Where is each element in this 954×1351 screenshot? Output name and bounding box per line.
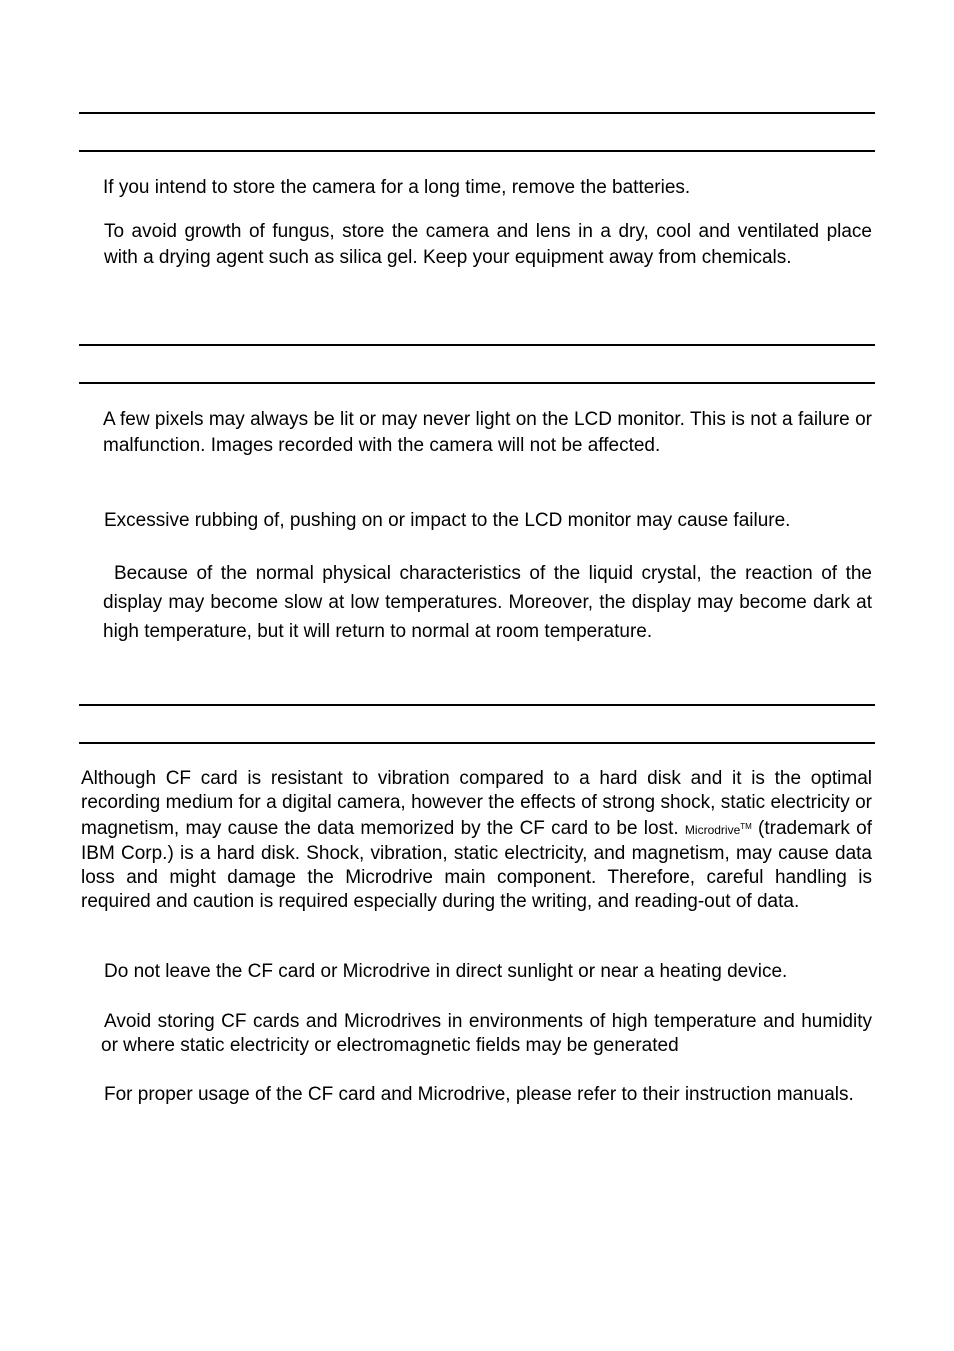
- lcd-pixels-note: A few pixels may always be lit or may never light on the LCD monitor. This is not a failure or malfunction. Images recorded with the camera will not be affected.: [103, 409, 872, 456]
- section1-bottom-rule: [79, 150, 875, 152]
- section3-top-rule: [79, 704, 875, 706]
- storage-fungus-note: To avoid growth of fungus, store the camera and lens in a dry, cool and ventilated place with a drying agent such as silica gel. Keep your equipment away from chemicals.: [104, 221, 872, 268]
- section2-bottom-rule: [79, 382, 875, 384]
- lcd-temperature-note: Because of the normal physical characteristics of the liquid crystal, the reaction of the display may become slow at low temperatures. Moreover, the display may become dark at high temperature, but it will return to normal at room temperature.: [103, 563, 872, 642]
- trademark-mark: TM: [740, 822, 752, 831]
- cf-usage-note: For proper usage of the CF card and Microdrive, please refer to their instruction manuals.: [104, 1084, 854, 1105]
- section2-top-rule: [79, 344, 875, 346]
- microdrive-brand: Microdrive™: [684, 822, 752, 837]
- lcd-rubbing-note: Excessive rubbing of, pushing on or impact to the LCD monitor may cause failure.: [104, 510, 791, 531]
- cf-sunlight-note: Do not leave the CF card or Microdrive in direct sunlight or near a heating device.: [104, 961, 788, 982]
- cf-card-overview-part1: Although CF card is resistant to vibration compared to a hard disk and it is the optimal recording medium for a digital camera, however the effects of strong shock, static electricity or magnetism, may cause the data memorized by the CF card to be lost.: [81, 768, 872, 839]
- section1-top-rule: [79, 112, 875, 114]
- cf-card-overview: [81, 767, 872, 914]
- cf-card-overview-part2: (trademark of IBM Corp.) is a hard disk. Shock, vibration, static electricity, and magnetism, may cause data loss and might damage the Microdrive main component. Therefore, careful handling is required and caution is required especially during the writing, and reading-out of data.: [81, 818, 872, 912]
- section3-bottom-rule: [79, 742, 875, 744]
- storage-batteries-note: If you intend to store the camera for a long time, remove the batteries.: [103, 177, 691, 198]
- cf-environment-note: Avoid storing CF cards and Microdrives in environments of high temperature and humidity or where static electricity or electromagnetic fields may be generated: [101, 1011, 872, 1056]
